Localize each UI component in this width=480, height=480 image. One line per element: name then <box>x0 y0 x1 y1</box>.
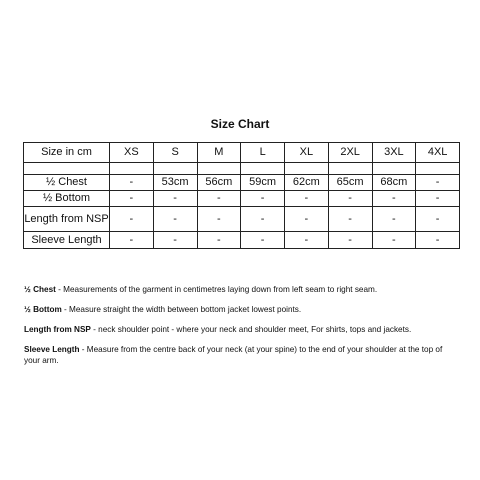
table-cell: - <box>285 232 329 249</box>
spacer-cell <box>416 163 460 175</box>
note-text: - Measurements of the garment in centimetres laying down from left seam to right seam. <box>55 285 378 294</box>
table-cell: - <box>285 207 329 232</box>
table-cell: - <box>416 191 460 207</box>
table-header-row <box>24 143 460 163</box>
table-cell: - <box>110 232 154 249</box>
table-cell: - <box>416 207 460 232</box>
table-cell: - <box>197 232 241 249</box>
table-cell: - <box>197 191 241 207</box>
spacer-cell <box>372 163 416 175</box>
spacer-cell <box>24 163 110 175</box>
table-cell: 65cm <box>328 175 372 191</box>
table-cell: - <box>372 207 416 232</box>
table-cell: 59cm <box>241 175 285 191</box>
table-cell: - <box>241 191 285 207</box>
note-text: - neck shoulder point - where your neck and shoulder meet, For shirts, tops and jackets. <box>90 325 412 334</box>
table-cell: - <box>372 232 416 249</box>
table-row-sleeve-length <box>24 232 460 249</box>
table-spacer-row <box>24 163 460 175</box>
table-cell: - <box>197 207 241 232</box>
row-label: Sleeve Length <box>24 232 110 249</box>
table-cell: - <box>416 175 460 191</box>
table-cell: - <box>110 175 154 191</box>
note-length-from-nsp <box>24 324 454 335</box>
table-cell: - <box>241 232 285 249</box>
size-header-s: S <box>153 143 197 163</box>
table-cell: - <box>241 207 285 232</box>
size-header-m: M <box>197 143 241 163</box>
size-header-xl: XL <box>285 143 329 163</box>
table-cell: - <box>372 191 416 207</box>
table-cell: - <box>416 232 460 249</box>
row-label: Length from NSP <box>24 207 110 232</box>
spacer-cell <box>110 163 154 175</box>
table-cell: 56cm <box>197 175 241 191</box>
table-cell: 68cm <box>372 175 416 191</box>
page-title: Size Chart <box>210 117 270 131</box>
note-term: ½ Bottom <box>24 305 62 314</box>
table-row-half-bottom <box>24 191 460 207</box>
spacer-cell <box>197 163 241 175</box>
table-cell: 53cm <box>153 175 197 191</box>
header-label-cell: Size in cm <box>24 143 110 163</box>
table-cell: - <box>110 191 154 207</box>
note-term: ½ Chest <box>24 285 56 294</box>
note-sleeve-length <box>24 344 454 366</box>
note-half-bottom <box>24 304 454 315</box>
size-header-3xl: 3XL <box>372 143 416 163</box>
table-cell: - <box>328 232 372 249</box>
spacer-cell <box>153 163 197 175</box>
row-label: ½ Chest <box>24 175 110 191</box>
spacer-cell <box>328 163 372 175</box>
spacer-cell <box>241 163 285 175</box>
table-row-half-chest <box>24 175 460 191</box>
spacer-cell <box>285 163 329 175</box>
table-cell: - <box>328 191 372 207</box>
table-cell: - <box>328 207 372 232</box>
table-row-length-from-nsp <box>24 207 460 232</box>
table-cell: - <box>153 207 197 232</box>
note-text: - Measure straight the width between bottom jacket lowest points. <box>61 305 302 314</box>
size-header-2xl: 2XL <box>328 143 372 163</box>
note-text: - Measure from the centre back of your neck (at your spine) to the end of your shoulder at the top of your arm. <box>24 345 443 365</box>
note-term: Length from NSP <box>24 325 91 334</box>
size-header-l: L <box>241 143 285 163</box>
size-header-4xl: 4XL <box>416 143 460 163</box>
table-cell: - <box>153 191 197 207</box>
table-cell: 62cm <box>285 175 329 191</box>
note-half-chest <box>24 284 454 295</box>
row-label: ½ Bottom <box>24 191 110 207</box>
size-header-xs: XS <box>110 143 154 163</box>
table-cell: - <box>110 207 154 232</box>
table-cell: - <box>153 232 197 249</box>
note-term: Sleeve Length <box>24 345 80 354</box>
measurement-notes <box>24 284 454 375</box>
table-cell: - <box>285 191 329 207</box>
size-chart-table <box>23 142 460 249</box>
